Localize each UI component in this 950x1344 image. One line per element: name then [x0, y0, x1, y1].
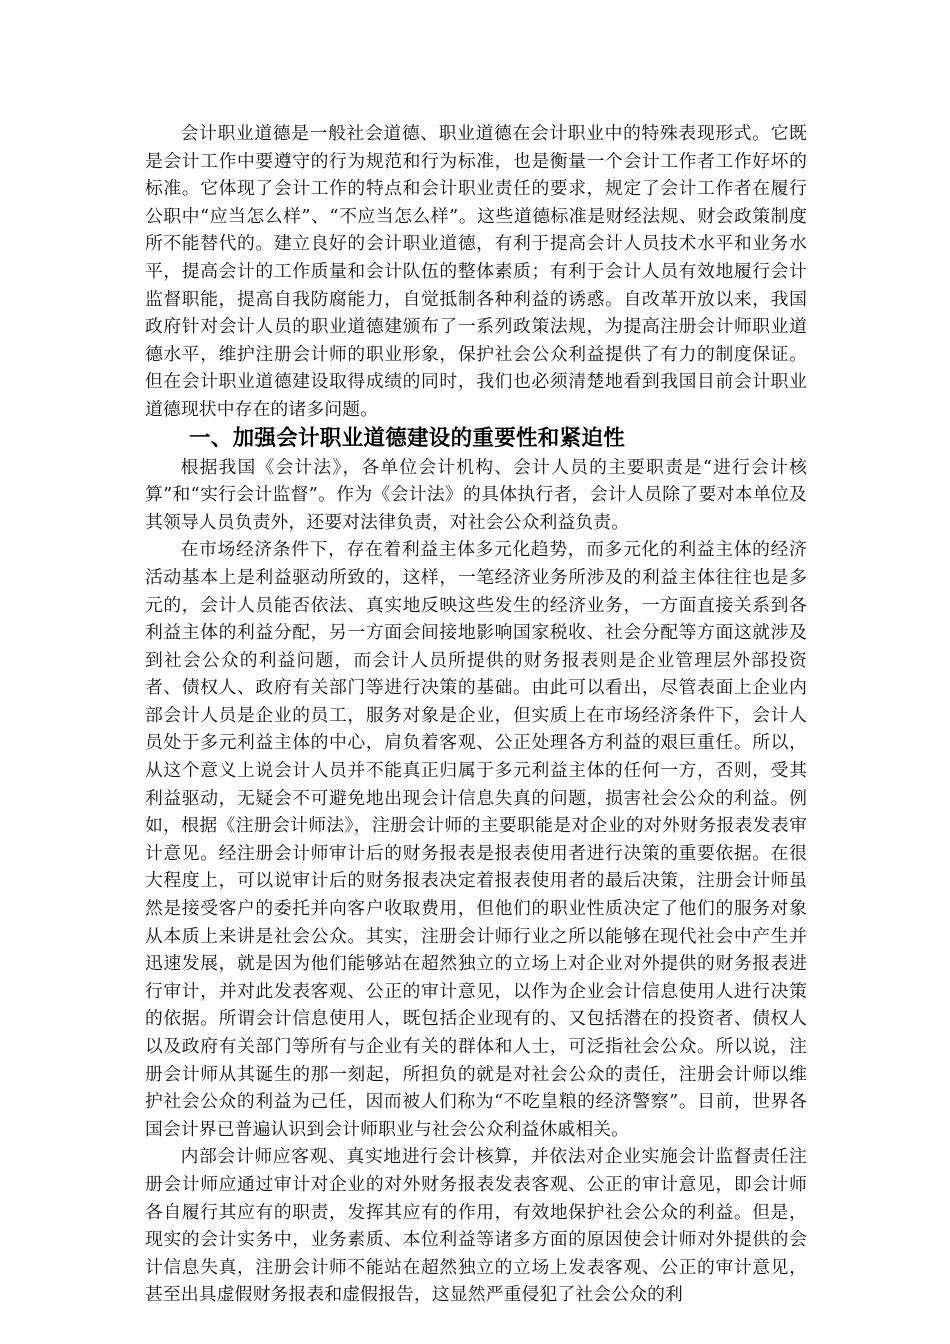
section-heading: 一、加强会计职业道德建设的重要性和紧迫性 [189, 425, 626, 451]
intro-paragraph: 会计职业道德是一般社会道德、职业道德在会计职业中的特殊表现形式。它既是会计工作中要遵守的行为规范和行为标准，也是衡量一个会计工作者工作好坏的标准。它体现了会计工作的特点和会计职业责任的要求，规定了会计工作者在履行公职中“应当怎么样”、“不应当怎么样”。这些道德标准是财经法规、财会政策制度所不能替代的。建立良好的会计职业道德，有利于提高会计人员技术水平和业务水平，提高会计的工作质量和会计队伍的整体素质；有利于会计人员有效地履行会计监督职能，提高自我防腐能力，自觉抵制各种利益的诱惑。自改革开放以来，我国政府针对会计人员的职业道德建颁布了一系列政策法规，为提高注册会计师职业道德水平，维护注册会计师的职业形象，保护社会公众利益提供了有力的制度保证。但在会计职业道德建设取得成绩的同时，我们也必须清楚地看到我国目前会计职业道德现状中存在的诸多问题。 [145, 123, 807, 420]
body-paragraph-1: 根据我国《会计法》，各单位会计机构、会计人员的主要职责是“进行会计核算”和“实行会计监督”。作为《会计法》的具体执行者，会计人员除了要对本单位及其领导人员负责外，还要对法律负责，对社会公众利益负责。 [145, 456, 807, 533]
body-paragraph-2: 在市场经济条件下，存在着利益主体多元化趋势，而多元化的利益主体的经济活动基本上是利益驱动所致的，这样，一笔经济业务所涉及的利益主体往往也是多元的，会计人员能否依法、真实地反映这些发生的经济业务，一方面直接关系到各利益主体的利益分配，另一方面会间接地影响国家税收、社会分配等方面这就涉及到社会公众的利益问题，而会计人员所提供的财务报表则是企业管理层外部投资者、债权人、政府有关部门等进行决策的基础。由此可以看出，尽管表面上企业内部会计人员是企业的员工，服务对象是企业，但实质上在市场经济条件下，会计人员处于多元利益主体的中心，肩负着客观、公正处理各方利益的艰巨重任。所以，从这个意义上说会计人员并不能真正归属于多元利益主体的任何一方，否则，受其利益驱动，无疑会不可避免地出现会计信息失真的问题，损害社会公众的利益。例如，根据《注册会计师法》，注册会计师的主要职能是对企业的对外财务报表发表审计意见。经注册会计师审计后的财务报表是报表使用者进行决策的重要依据。在很大程度上，可以说审计后的财务报表决定着报表使用者的最后决策，注册会计师虽然是接受客户的委托并向客户收取费用，但他们的职业性质决定了他们的服务对象从本质上来讲是社会公众。其实，注册会计师行业之所以能够在现代社会中产生并迅速发展，就是因为他们能够站在超然独立的立场上对企业对外提供的财务报表进行审计，并对此发表客观、公正的审计意见，以作为企业会计信息使用人进行决策的依据。所谓会计信息使用人，既包括企业现有的、又包括潜在的投资者、债权人以及政府有关部门等所有与企业有关的群体和人士，可泛指社会公众。所以说，注册会计师从其诞生的那一刻起，所担负的就是对社会公众的责任，注册会计师以维护社会公众的利益为己任，因而被人们称为“不吃皇粮的经济警察”。目前，世界各国会计界已普遍认识到会计师职业与社会公众利益休戚相关。 [145, 539, 807, 1140]
body-paragraph-3: 内部会计师应客观、真实地进行会计核算，并依法对企业实施会计监督责任注册会计师应通过审计对企业的对外财务报表发表客观、公正的审计意见，即会计师各自履行其应有的职责，发挥其应有的作用，有效地保护社会公众的利益。但是，现实的会计实务中，业务素质、本位利益等诸多方面的原因使会计师对外提供的会计信息失真，注册会计师不能站在超然独立的立场上发表客观、公正的审计意见，甚至出具虚假财务报表和虚假报告，这显然严重侵犯了社会公众的利 [145, 1146, 807, 1306]
document-page [145, 120, 807, 1309]
